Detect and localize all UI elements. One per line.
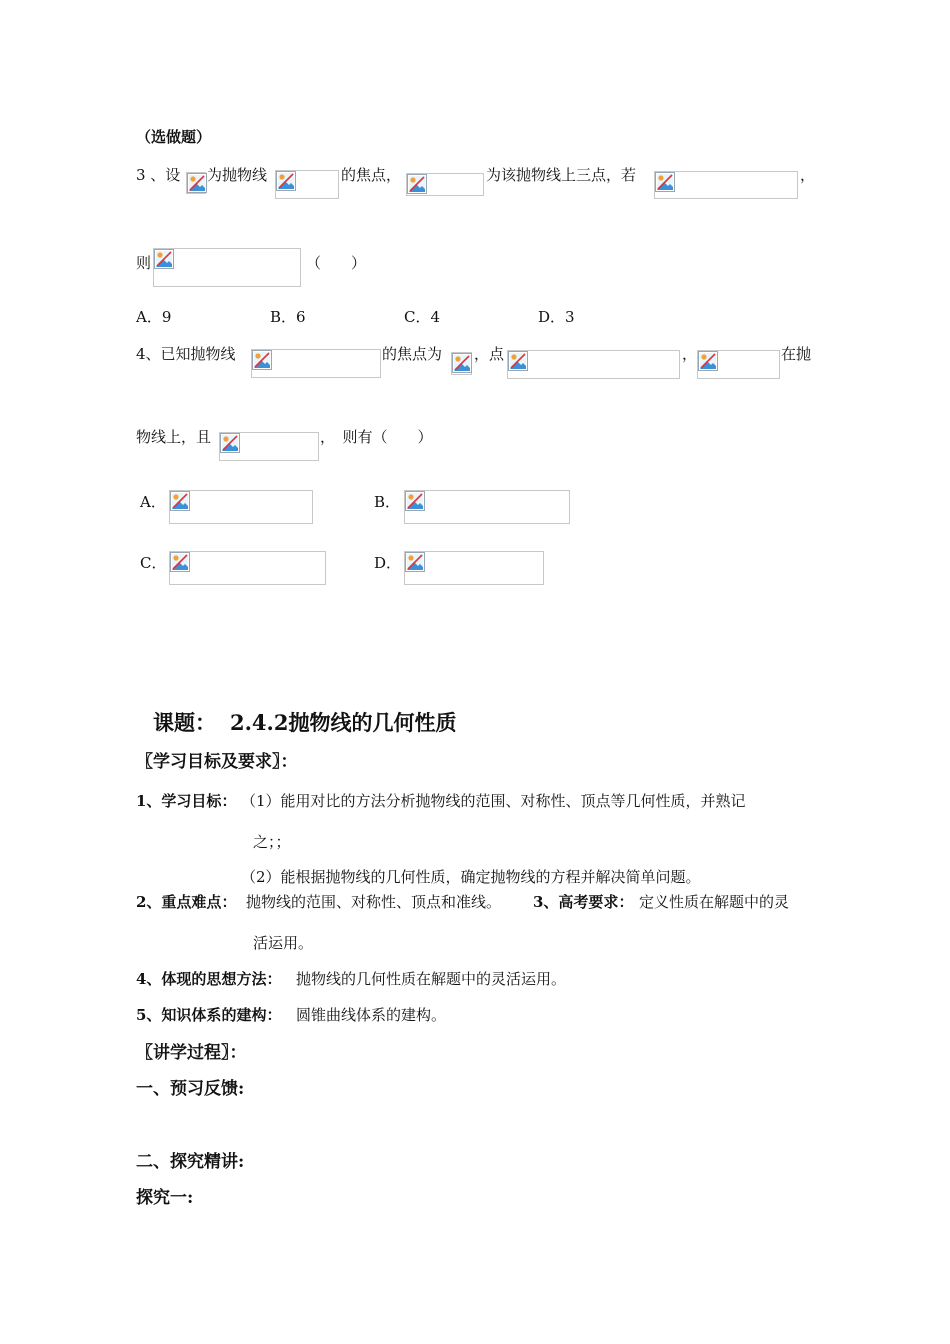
formula-image xyxy=(186,172,206,194)
q4-text-a: 4、已知抛物线 xyxy=(136,345,236,363)
broken-image-icon xyxy=(252,350,272,370)
broken-image-icon xyxy=(187,173,207,193)
item2-label: 2、重点难点： xyxy=(136,893,237,911)
item3-label: 3、高考要求： xyxy=(533,893,634,911)
formula-image xyxy=(451,352,472,375)
formula-image xyxy=(251,349,381,378)
q4-text-g: ， 则有（ ） xyxy=(320,428,433,446)
broken-image-icon xyxy=(154,249,174,269)
q3-text-c: 的焦点， xyxy=(341,166,402,184)
q3-text-d: 为该抛物线上三点，若 xyxy=(486,166,637,184)
item2-text: 抛物线的范围、对称性、顶点和准线。 xyxy=(246,893,502,911)
q4-option-d-formula xyxy=(404,551,544,585)
broken-image-icon xyxy=(220,433,240,453)
item5-text: 圆锥曲线体系的建构。 xyxy=(296,1006,447,1024)
item5-label: 5、知识体系的建构： xyxy=(136,1006,282,1024)
formula-image xyxy=(406,173,484,196)
broken-image-icon xyxy=(698,351,718,371)
item3-continuation: 活运用。 xyxy=(253,934,314,952)
item4-label: 4、体现的思想方法： xyxy=(136,970,282,988)
item1-text2: （2）能根据抛物线的几何性质，确定抛物线的方程并解决简单问题。 xyxy=(241,868,701,886)
lesson-title: 2.4.2抛物线的几何性质 xyxy=(230,710,457,735)
q3-option-c: C．4 xyxy=(404,308,441,326)
q3-text-b: 为抛物线 xyxy=(207,166,268,184)
item1-text: （1）能用对比的方法分析抛物线的范围、对称性、顶点等几何性质，并熟记 xyxy=(241,792,746,810)
process-heading: 〖讲学过程〗： xyxy=(136,1043,247,1063)
section2-heading: 二、探究精讲: xyxy=(136,1152,245,1172)
q4-option-a-label: A． xyxy=(140,493,166,511)
q4-option-b-label: B． xyxy=(374,493,401,511)
q4-text-f: 物线上，且 xyxy=(136,428,212,446)
formula-image xyxy=(153,248,301,287)
item4-text: 抛物线的几何性质在解题中的灵活运用。 xyxy=(296,970,567,988)
q4-text-b: 的焦点为 xyxy=(382,345,443,363)
q4-text-c: ，点 xyxy=(474,345,505,363)
q4-text-e: 在抛 xyxy=(781,345,812,363)
q3-text-a: 3 、设 xyxy=(136,166,181,184)
q3-text-e: ， xyxy=(800,166,816,184)
broken-image-icon xyxy=(405,552,425,572)
item1-label: 1、学习目标： xyxy=(136,792,237,810)
broken-image-icon xyxy=(170,552,190,572)
section1-heading: 一、预习反馈: xyxy=(136,1079,245,1099)
formula-image xyxy=(697,350,780,379)
q3-answer-paren: （ ） xyxy=(306,254,367,272)
q4-option-c-formula xyxy=(169,551,326,585)
formula-image xyxy=(654,171,798,199)
q4-option-a-formula xyxy=(169,490,313,524)
lesson-title-prefix: 课题： xyxy=(153,710,216,735)
formula-image xyxy=(507,350,680,379)
broken-image-icon xyxy=(407,174,427,194)
optional-heading: （选做题） xyxy=(136,128,212,146)
formula-image xyxy=(219,432,319,461)
q4-option-c-label: C． xyxy=(140,554,167,572)
broken-image-icon xyxy=(452,353,472,373)
q3-option-a: A．9 xyxy=(136,308,172,326)
q3-text-f: 则 xyxy=(136,254,152,272)
broken-image-icon xyxy=(170,491,190,511)
item3-text: 定义性质在解题中的灵 xyxy=(639,893,790,911)
q3-option-b: B．6 xyxy=(270,308,306,326)
q4-option-b-formula xyxy=(404,490,570,524)
broken-image-icon xyxy=(276,171,296,191)
explore1-heading: 探究一: xyxy=(136,1188,194,1208)
q3-option-d: D．3 xyxy=(538,308,575,326)
broken-image-icon xyxy=(508,351,528,371)
item1-continuation: 之；； xyxy=(253,833,291,851)
goals-heading: 〖学习目标及要求〗： xyxy=(136,752,298,772)
broken-image-icon xyxy=(405,491,425,511)
q4-option-d-label: D． xyxy=(374,554,402,572)
broken-image-icon xyxy=(655,172,675,192)
formula-image xyxy=(275,170,339,199)
q4-text-d: ， xyxy=(682,345,698,363)
